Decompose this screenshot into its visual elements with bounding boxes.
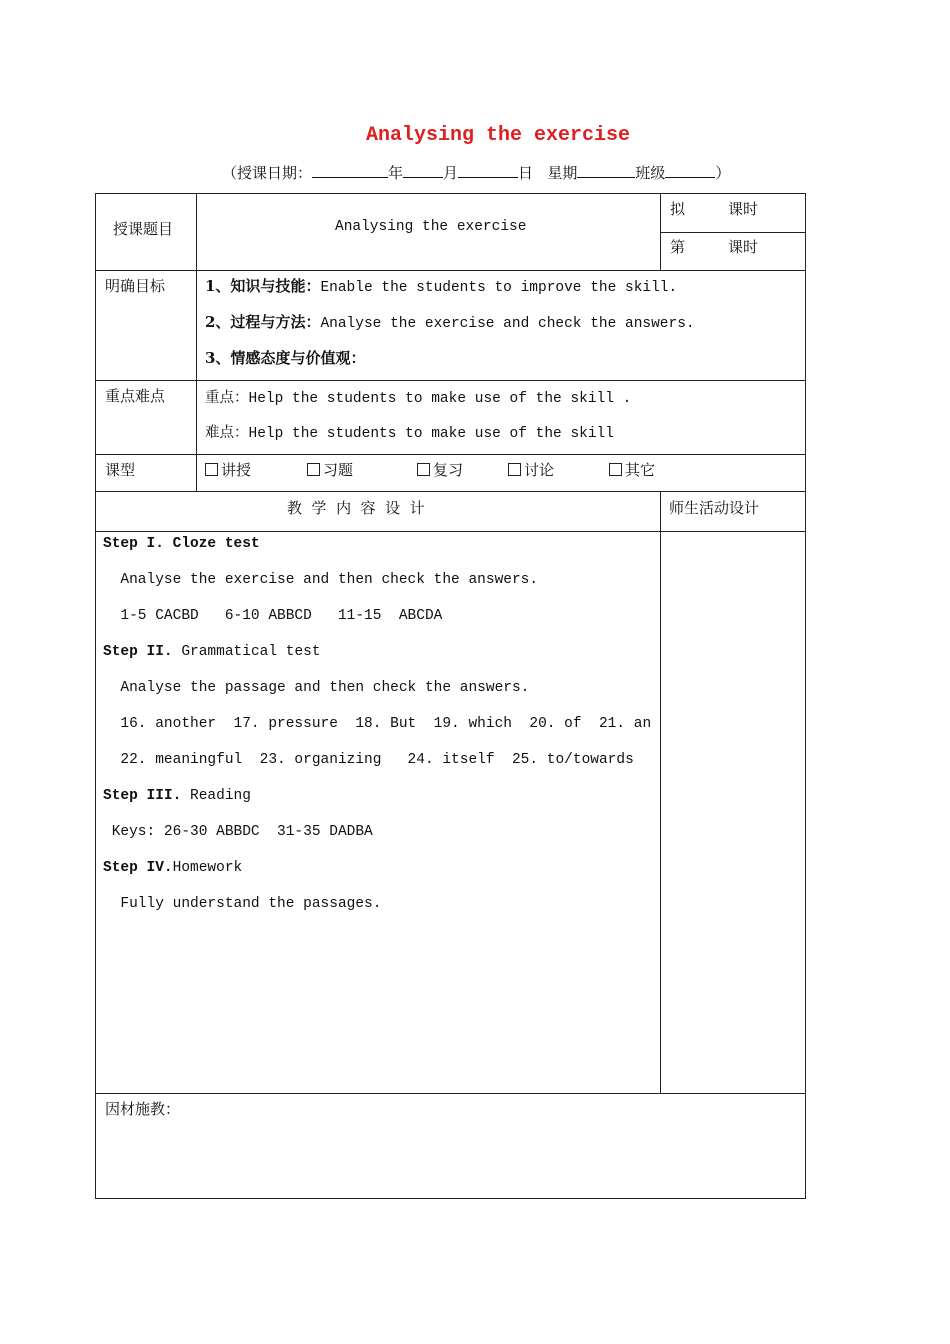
table-border xyxy=(805,193,806,1199)
content-line xyxy=(103,716,651,732)
content-text: Keys: 26-30 ABBDC 31-35 DADBA xyxy=(103,824,373,840)
plan-label: 拟 xyxy=(670,200,686,218)
weekday-blank xyxy=(577,163,635,178)
table-rule xyxy=(660,193,661,270)
objective-item-3 xyxy=(205,347,365,368)
date-open: （授课日期： xyxy=(222,164,313,182)
content-text: Grammatical test xyxy=(172,644,321,660)
lesson-type-option[interactable]: 复习 xyxy=(417,459,463,480)
topic-label: 授课题目 xyxy=(113,220,174,238)
content-text: 1-5 CACBD 6-10 ABBCD 11-15 ABCDA xyxy=(103,608,443,624)
content-text: Analyse the exercise and then check the answers. xyxy=(103,572,539,588)
month-label: 月 xyxy=(443,164,459,182)
day-blank xyxy=(458,163,518,178)
table-rule xyxy=(95,491,806,492)
objective-item-2 xyxy=(205,311,695,332)
content-line xyxy=(103,572,538,588)
table-rule xyxy=(95,1093,806,1094)
lesson-type-option[interactable]: 其它 xyxy=(609,459,655,480)
table-rule xyxy=(95,531,806,532)
footer-label: 因材施教： xyxy=(105,1100,181,1118)
objectives-label: 明确目标 xyxy=(105,277,166,295)
content-line xyxy=(103,680,529,696)
page-title: Analysing the exercise xyxy=(365,124,631,147)
content-line xyxy=(103,536,260,552)
date-line xyxy=(222,162,730,183)
lesson-type-option[interactable]: 习题 xyxy=(307,459,353,480)
table-border xyxy=(95,193,806,194)
content-text: Homework xyxy=(172,860,243,876)
content-text: Fully understand the passages. xyxy=(103,896,382,912)
content-line xyxy=(103,608,442,624)
step-heading: Step III. xyxy=(103,788,182,804)
lesson-type-option[interactable]: 讲授 xyxy=(205,459,251,480)
content-line xyxy=(103,860,242,876)
date-blank xyxy=(312,163,388,178)
content-text: Analyse the passage and then check the answers. xyxy=(103,680,530,696)
content-text: 22. meaningful 23. organizing 24. itself 25. to/towards xyxy=(103,752,634,768)
table-border xyxy=(95,1198,806,1199)
step-heading: Step I. Cloze test xyxy=(103,536,260,552)
objective-prefix: 1、知识与技能： xyxy=(205,277,321,295)
step-heading: Step IV. xyxy=(103,860,173,876)
plan-unit: 课时 xyxy=(728,200,759,218)
checkbox[interactable] xyxy=(417,463,430,476)
class-blank xyxy=(665,163,715,178)
content-text: Reading xyxy=(181,788,251,804)
day-label: 日 xyxy=(518,164,534,182)
content-line xyxy=(103,896,381,912)
objective-item-1 xyxy=(205,275,677,296)
lesson-plan-table xyxy=(95,193,806,1199)
date-close: ） xyxy=(715,164,731,182)
lesson-type-option[interactable]: 讨论 xyxy=(508,459,554,480)
order-label: 第 xyxy=(670,238,686,256)
checkbox[interactable] xyxy=(307,463,320,476)
step-heading: Step II. xyxy=(103,644,173,660)
content-line xyxy=(103,644,321,660)
table-rule xyxy=(95,380,806,381)
lesson-type-label: 课型 xyxy=(105,461,136,479)
focus-label: 重点难点 xyxy=(105,387,166,405)
table-rule xyxy=(95,454,806,455)
activity-design-header: 师生活动设计 xyxy=(669,499,760,517)
order-unit: 课时 xyxy=(728,238,759,256)
class-label: 班级 xyxy=(635,164,666,182)
checkbox[interactable] xyxy=(609,463,622,476)
content-line xyxy=(103,752,634,768)
objective-prefix: 2、过程与方法： xyxy=(205,313,321,331)
year-label: 年 xyxy=(388,164,404,182)
content-line xyxy=(103,788,251,804)
content-text: 16. another 17. pressure 18. But 19. which 20. of 21. an xyxy=(103,716,652,732)
checkbox[interactable] xyxy=(508,463,521,476)
month-blank xyxy=(403,163,443,178)
objective-text: Analyse the exercise and check the answers. xyxy=(320,316,695,332)
weekday-label: 星期 xyxy=(547,164,578,182)
table-rule xyxy=(196,193,197,491)
objective-prefix: 3、情感态度与价值观： xyxy=(205,349,366,367)
focus-key: 重点：Help the students to make use of the skill . xyxy=(205,391,632,407)
focus-difficult: 难点：Help the students to make use of the skill xyxy=(205,426,614,442)
content-line xyxy=(103,824,373,840)
table-rule xyxy=(95,270,806,271)
table-rule xyxy=(660,491,661,1093)
table-border xyxy=(95,193,96,1199)
table-rule xyxy=(660,232,806,233)
checkbox[interactable] xyxy=(205,463,218,476)
topic-value: Analysing the exercise xyxy=(335,219,527,235)
objective-text: Enable the students to improve the skill. xyxy=(320,280,678,296)
content-design-header: 教 学 内 容 设 计 xyxy=(287,499,425,517)
